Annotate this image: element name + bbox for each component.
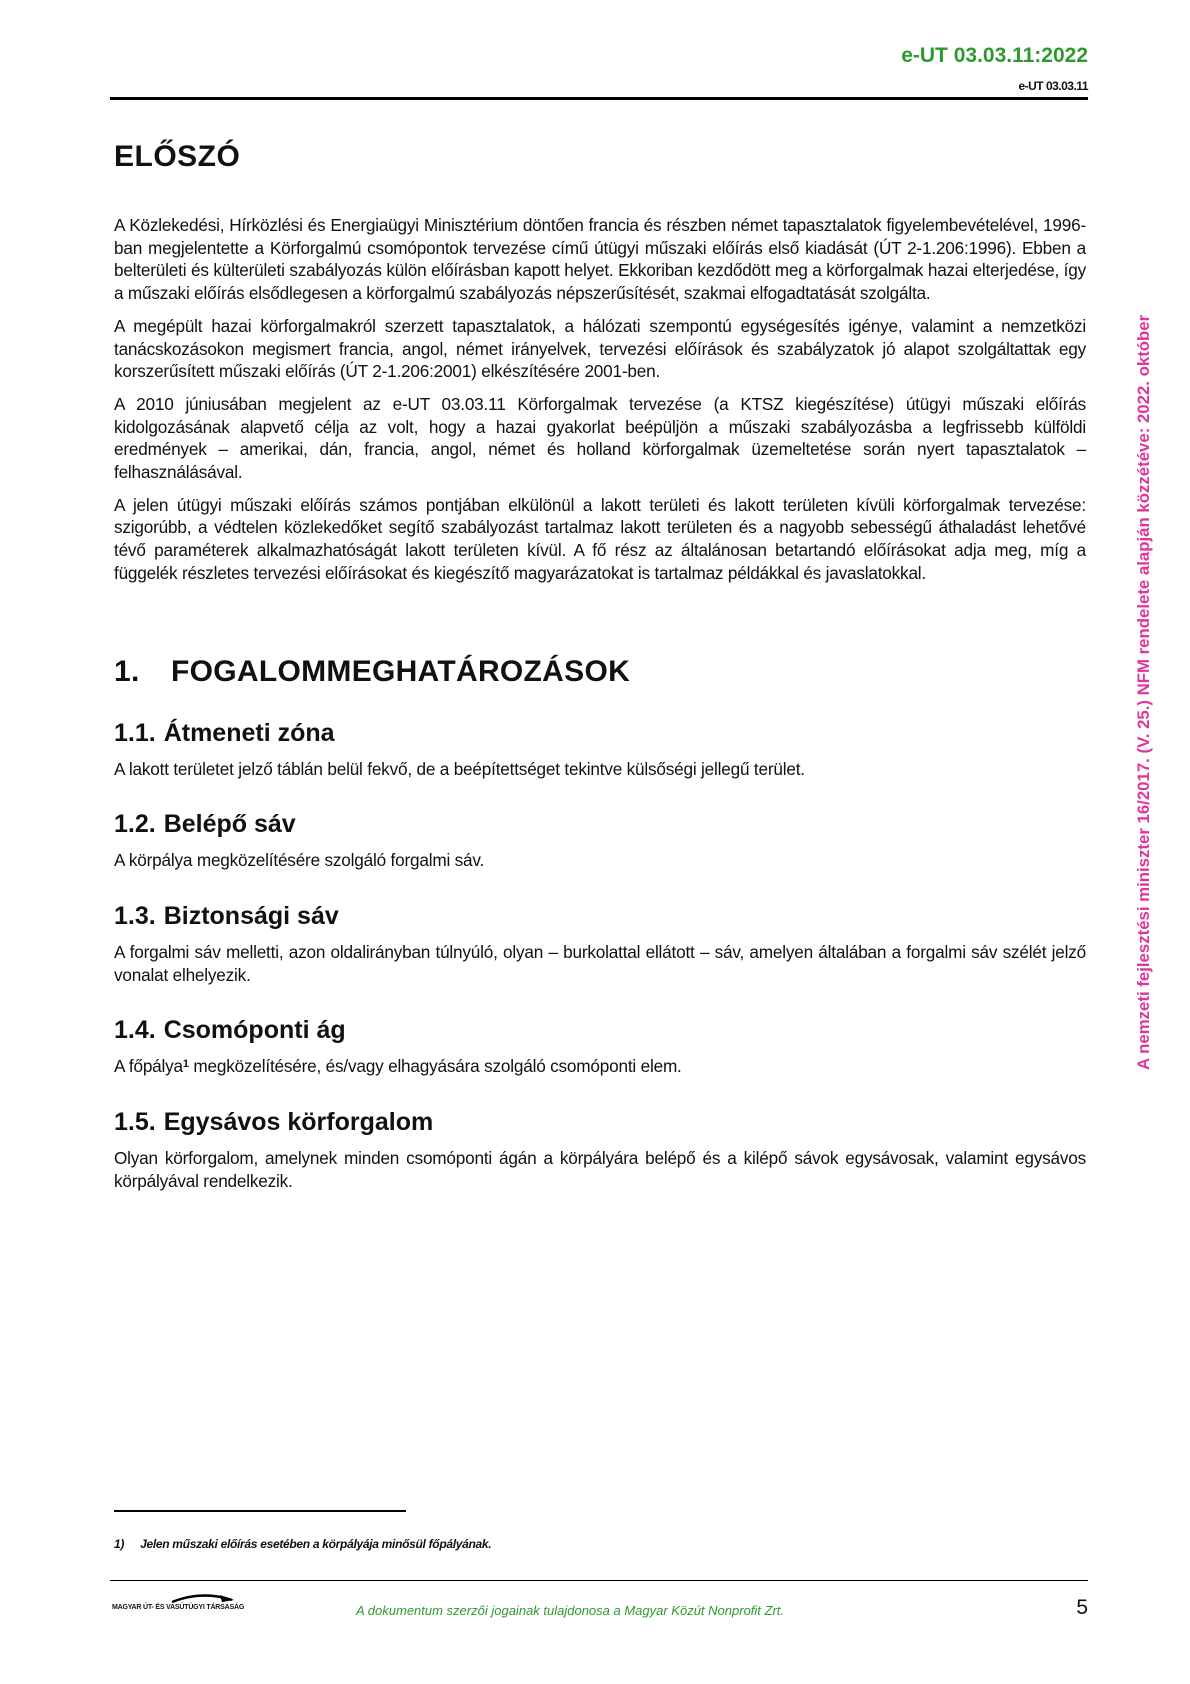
subsection-title: Csomóponti ág xyxy=(163,1016,346,1045)
header-rule xyxy=(110,97,1088,100)
definition-text: Olyan körforgalom, amelynek minden csomóponti ágán a körpályára belépő és a kilépő sávok egysávosak, valamint egysávos körpályával rendelkezik. xyxy=(114,1148,1086,1191)
subsection-heading xyxy=(114,1016,1086,1045)
subsection-title: Átmeneti zóna xyxy=(163,718,335,747)
publisher-logo xyxy=(112,1590,262,1618)
document-code: e-UT 03.03.11:2022 xyxy=(901,44,1088,67)
side-note: A nemzeti fejlesztési miniszter 16/2017. (V. 25.) NFM rendelete alapján közzétéve: 2022. október xyxy=(1134,314,1153,1070)
document-subcode: e-UT 03.03.11 xyxy=(1018,79,1088,93)
page-number: 5 xyxy=(1076,1596,1088,1619)
definition-text-end: megközelítésére, és/vagy elhagyására szolgáló csomóponti elem. xyxy=(188,1056,682,1077)
subsection-number: 1.1. xyxy=(114,718,156,747)
foreword-paragraph: A Közlekedési, Hírközlési és Energiaügyi Minisztérium döntően francia és részben német tapasztalatok figyelembevételével, 1996-ban megjelentette a Körforgalmú csomópontok tervezése című útügyi műszaki előírás első kiadását (ÚT 2-1.206:1996). Ebben a belterületi és külterületi szabályozás külön előírásban kapott helyet. Ekkoriban kezdődött meg a körforgalmak hazai elterjedése, így a műszaki előírás elsődlegesen a körforgalmú szabályozás népszerűsítését, szakmai elfogadtatását szolgálta. xyxy=(114,215,1086,304)
definition-text: A forgalmi sáv melletti, azon oldalirányban túlnyúló, olyan – burkolattal ellátott – sáv, amelyen általában a forgalmi sáv szélét jelző vonalat elhelyezik. xyxy=(114,941,1086,985)
page-content xyxy=(114,140,1086,1202)
subsection-heading xyxy=(114,902,1086,931)
side-note-container xyxy=(1133,160,1155,1070)
subsection-title: Egysávos körforgalom xyxy=(163,1108,434,1137)
definition-text-start: A főpálya xyxy=(114,1056,183,1077)
subsection-number: 1.4. xyxy=(114,1016,156,1045)
definition-text: A lakott területet jelző táblán belül fekvő, de a beépítettséget tekintve külsőségi jellegű terület. xyxy=(114,758,805,779)
subsection-heading xyxy=(114,810,1086,839)
foreword-paragraph: A 2010 júniusában megjelent az e-UT 03.03.11 Körforgalmak tervezése (a KTSZ kiegészítése) útügyi műszaki előírás kidolgozásának alapvető célja az volt, hogy a hazai gyakorlat beépüljön a műszaki szabályozásba a legfrissebb külföldi eredmények – amerikai, dán, francia, angol, német és holland körforgalmak üzemeltetése során nyert tapasztalatok – felhasználásával. xyxy=(114,393,1086,483)
copyright-notice: A dokumentum szerzői jogainak tulajdonosa a Magyar Közút Nonprofit Zrt. xyxy=(356,1603,785,1618)
section-number: 1. xyxy=(114,654,140,688)
subsection-number: 1.2. xyxy=(114,810,156,839)
foreword-paragraph: A jelen útügyi műszaki előírás számos pontjában elkülönül a lakott területi és lakott területen kívüli körforgalmak tervezése: szigorúbb, a védtelen közlekedőket segítő szabályozást tartalmaz lakott területen és a nagyobb sebességű áthaladást lehetővé tévő paraméterek alkalmazhatóságát lakott területen kívül. A fő rész az általánosan betartandó előírásokat adja meg, míg a függelék részletes tervezési előírásokat és kiegészítő magyarázatokat is tartalmaz példákkal és javaslatokkal. xyxy=(114,494,1086,583)
section-title: FOGALOMMEGHATÁROZÁSOK xyxy=(171,654,631,688)
subsection-number: 1.3. xyxy=(114,901,156,930)
logo-text: MAGYAR ÚT- ÉS VASÚTÜGYI TÁRSASÁG xyxy=(112,1604,245,1611)
definition-text xyxy=(114,1055,1086,1078)
footer-rule xyxy=(110,1580,1088,1581)
foreword-title: ELŐSZÓ xyxy=(114,140,241,173)
foreword-paragraph: A megépült hazai körforgalmakról szerzett tapasztalatok, a hálózati szempontú egységesítés igénye, valamint a nemzetközi tanácskozásokon megismert francia, angol, német irányelvek, tervezési előírások és szabályzatok jó alapot szolgáltattak egy korszerűsített műszaki előírás (ÚT 2-1.206:2001) elkészítésére 2001-ben. xyxy=(114,315,1086,382)
definition-text: A körpálya megközelítésére szolgáló forgalmi sáv. xyxy=(114,850,485,871)
footnote xyxy=(114,1537,491,1551)
subsection-heading xyxy=(114,719,1086,748)
subsection-heading xyxy=(114,1108,1086,1137)
subsection-title: Biztonsági sáv xyxy=(163,901,339,930)
section-heading xyxy=(114,655,1086,689)
subsection-number: 1.5. xyxy=(114,1108,156,1137)
footnote-number: 1) xyxy=(114,1537,125,1551)
footnote-text: Jelen műszaki előírás esetében a körpályája minősül főpályának. xyxy=(140,1537,492,1551)
footnote-reference[interactable]: 1 xyxy=(182,1058,189,1071)
subsection-title: Belépő sáv xyxy=(163,810,296,839)
footnote-rule xyxy=(114,1510,406,1512)
